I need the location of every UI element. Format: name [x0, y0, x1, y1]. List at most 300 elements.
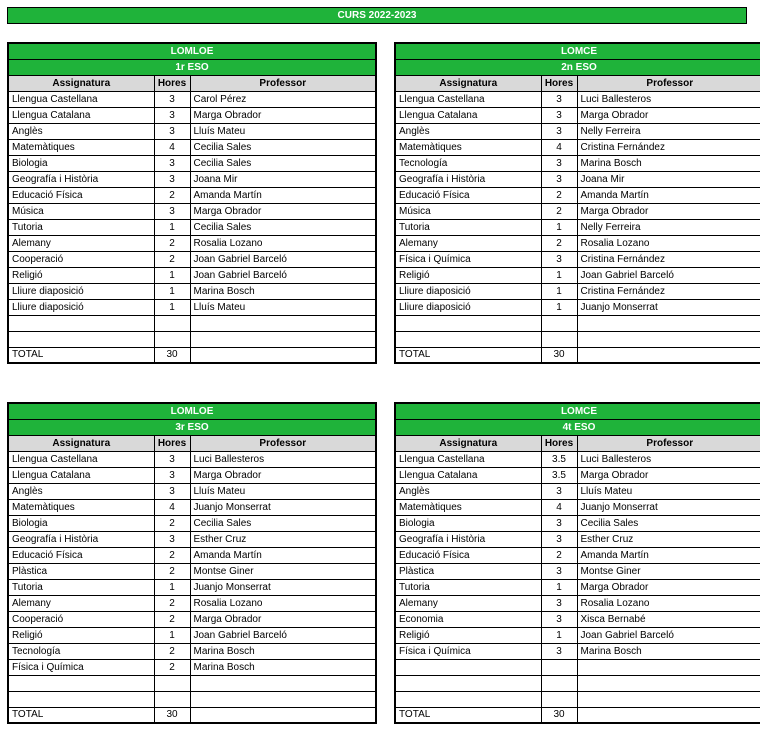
- hours-cell: 1: [154, 267, 190, 283]
- column-header-hours: Hores: [154, 435, 190, 451]
- teacher-cell: [190, 691, 376, 707]
- subject-cell: Física i Química: [8, 659, 154, 675]
- table-row: [8, 483, 376, 499]
- table-row: [395, 123, 760, 139]
- teacher-cell: Joan Gabriel Barceló: [577, 267, 760, 283]
- hours-cell: 4: [154, 499, 190, 515]
- total-empty-cell: [190, 707, 376, 723]
- hours-cell: 3: [541, 643, 577, 659]
- table-row: [395, 627, 760, 643]
- hours-cell: 3: [541, 251, 577, 267]
- hours-cell: 1: [154, 219, 190, 235]
- total-label: TOTAL: [8, 347, 154, 363]
- subject-cell: Llengua Catalana: [395, 107, 541, 123]
- total-row: [395, 347, 760, 363]
- subject-cell: Lliure diaposició: [395, 283, 541, 299]
- table-row: [8, 627, 376, 643]
- column-header-hours: Hores: [154, 75, 190, 91]
- hours-cell: 2: [154, 595, 190, 611]
- teacher-cell: Marga Obrador: [190, 203, 376, 219]
- hours-cell: 2: [541, 235, 577, 251]
- hours-cell: 3: [541, 171, 577, 187]
- total-hours: 30: [154, 347, 190, 363]
- column-header-teacher: Professor: [190, 75, 376, 91]
- table-row: [8, 155, 376, 171]
- total-label: TOTAL: [395, 347, 541, 363]
- teacher-cell: Amanda Martín: [577, 187, 760, 203]
- table-row: [8, 515, 376, 531]
- table-row: [8, 451, 376, 467]
- column-header-subject: Assignatura: [395, 75, 541, 91]
- hours-cell: 3: [541, 611, 577, 627]
- subject-cell: Tecnología: [395, 155, 541, 171]
- table-row: [8, 643, 376, 659]
- hours-cell: 3: [154, 107, 190, 123]
- table-row: [395, 107, 760, 123]
- hours-cell: 3: [154, 91, 190, 107]
- subject-cell: Tutoria: [395, 219, 541, 235]
- hours-cell: 3: [541, 123, 577, 139]
- teacher-cell: [577, 331, 760, 347]
- subject-cell: Educació Física: [395, 187, 541, 203]
- law-title: LOMLOE: [8, 403, 376, 419]
- column-header-teacher: Professor: [190, 435, 376, 451]
- subject-cell: Alemany: [8, 595, 154, 611]
- course-year-header: CURS 2022-2023: [7, 7, 747, 24]
- subject-cell: Biologia: [395, 515, 541, 531]
- hours-cell: 3: [154, 483, 190, 499]
- subject-cell: Cooperació: [8, 611, 154, 627]
- table-row: [8, 691, 376, 707]
- teacher-cell: Rosalia Lozano: [577, 235, 760, 251]
- subject-cell: Plàstica: [8, 563, 154, 579]
- total-row: [8, 347, 376, 363]
- subject-cell: [395, 659, 541, 675]
- subject-cell: Economia: [395, 611, 541, 627]
- column-header-subject: Assignatura: [8, 75, 154, 91]
- column-header-teacher: Professor: [577, 435, 760, 451]
- hours-cell: [154, 691, 190, 707]
- subject-cell: Geografía i Història: [8, 531, 154, 547]
- teacher-cell: Marga Obrador: [577, 203, 760, 219]
- hours-cell: 2: [154, 563, 190, 579]
- teacher-cell: Carol Pérez: [190, 91, 376, 107]
- table-row: [395, 483, 760, 499]
- column-header-teacher: Professor: [577, 75, 760, 91]
- teacher-cell: Marina Bosch: [190, 659, 376, 675]
- table-row: [395, 531, 760, 547]
- subject-cell: Matemàtiques: [8, 499, 154, 515]
- teacher-cell: Lluís Mateu: [577, 483, 760, 499]
- table-row: [8, 91, 376, 107]
- course-table: [7, 402, 377, 724]
- teacher-cell: Joan Gabriel Barceló: [190, 251, 376, 267]
- table-row: [8, 171, 376, 187]
- subject-cell: Anglès: [8, 483, 154, 499]
- law-title: LOMLOE: [8, 43, 376, 59]
- teacher-cell: Juanjo Monserrat: [190, 579, 376, 595]
- teacher-cell: Juanjo Monserrat: [190, 499, 376, 515]
- hours-cell: [541, 315, 577, 331]
- table-row: [8, 251, 376, 267]
- total-label: TOTAL: [395, 707, 541, 723]
- table-row: [395, 547, 760, 563]
- table-row: [8, 235, 376, 251]
- table-row: [8, 107, 376, 123]
- subject-cell: Religió: [8, 627, 154, 643]
- teacher-cell: [577, 659, 760, 675]
- teacher-cell: Joan Gabriel Barceló: [190, 267, 376, 283]
- hours-cell: 4: [541, 499, 577, 515]
- hours-cell: 3.5: [541, 467, 577, 483]
- table-row: [395, 299, 760, 315]
- subject-cell: Matemàtiques: [395, 139, 541, 155]
- hours-cell: 3: [154, 203, 190, 219]
- table-row: [8, 547, 376, 563]
- teacher-cell: Joan Gabriel Barceló: [190, 627, 376, 643]
- table-row: [395, 515, 760, 531]
- teacher-cell: Cristina Fernández: [577, 283, 760, 299]
- subject-cell: Tutoria: [8, 219, 154, 235]
- hours-cell: 3: [154, 451, 190, 467]
- subject-cell: Tecnología: [8, 643, 154, 659]
- hours-cell: [541, 331, 577, 347]
- teacher-cell: Cecilia Sales: [577, 515, 760, 531]
- table-row: [8, 499, 376, 515]
- teacher-cell: Marga Obrador: [190, 467, 376, 483]
- subject-cell: Geografía i Història: [395, 531, 541, 547]
- hours-cell: 2: [541, 187, 577, 203]
- table-row: [395, 467, 760, 483]
- teacher-cell: [190, 315, 376, 331]
- table-row: [8, 579, 376, 595]
- table-row: [8, 123, 376, 139]
- teacher-cell: Marina Bosch: [577, 155, 760, 171]
- hours-cell: 2: [154, 659, 190, 675]
- table-row: [395, 251, 760, 267]
- course-table: [394, 42, 760, 364]
- subject-cell: Física i Química: [395, 643, 541, 659]
- teacher-cell: Montse Giner: [190, 563, 376, 579]
- table-row: [395, 171, 760, 187]
- teacher-cell: Xisca Bernabé: [577, 611, 760, 627]
- teacher-cell: Esther Cruz: [190, 531, 376, 547]
- hours-cell: [154, 331, 190, 347]
- total-empty-cell: [577, 347, 760, 363]
- teacher-cell: Marga Obrador: [577, 107, 760, 123]
- table-row: [8, 467, 376, 483]
- teacher-cell: Nelly Ferreira: [577, 219, 760, 235]
- column-header-hours: Hores: [541, 75, 577, 91]
- teacher-cell: Nelly Ferreira: [577, 123, 760, 139]
- law-title: LOMCE: [395, 403, 760, 419]
- subject-cell: Geografía i Història: [8, 171, 154, 187]
- table-row: [8, 219, 376, 235]
- teacher-cell: Cecilia Sales: [190, 219, 376, 235]
- hours-cell: 1: [541, 299, 577, 315]
- subject-cell: Geografía i Història: [395, 171, 541, 187]
- course-block-4: [394, 402, 760, 724]
- course-block-1: [7, 42, 375, 364]
- hours-cell: 2: [541, 203, 577, 219]
- table-row: [395, 563, 760, 579]
- table-row: [395, 331, 760, 347]
- subject-cell: Tutoria: [395, 579, 541, 595]
- teacher-cell: Marga Obrador: [190, 107, 376, 123]
- teacher-cell: Marina Bosch: [190, 643, 376, 659]
- subject-cell: Anglès: [8, 123, 154, 139]
- teacher-cell: Luci Ballesteros: [190, 451, 376, 467]
- table-row: [395, 579, 760, 595]
- table-row: [8, 187, 376, 203]
- table-row: [8, 283, 376, 299]
- subject-cell: [8, 331, 154, 347]
- teacher-cell: Luci Ballesteros: [577, 451, 760, 467]
- teacher-cell: Cristina Fernández: [577, 251, 760, 267]
- table-row: [395, 659, 760, 675]
- hours-cell: 1: [154, 283, 190, 299]
- subject-cell: [8, 675, 154, 691]
- teacher-cell: Juanjo Monserrat: [577, 499, 760, 515]
- hours-cell: 3: [541, 563, 577, 579]
- teacher-cell: Cristina Fernández: [577, 139, 760, 155]
- hours-cell: [541, 691, 577, 707]
- table-row: [395, 675, 760, 691]
- course-title: 4t ESO: [395, 419, 760, 435]
- course-title: 3r ESO: [8, 419, 376, 435]
- teacher-cell: Lluís Mateu: [190, 483, 376, 499]
- subject-cell: Biologia: [8, 515, 154, 531]
- hours-cell: 2: [154, 643, 190, 659]
- table-row: [8, 531, 376, 547]
- teacher-cell: Marga Obrador: [577, 579, 760, 595]
- subject-cell: [395, 691, 541, 707]
- table-row: [8, 203, 376, 219]
- hours-cell: 2: [154, 235, 190, 251]
- column-header-hours: Hores: [541, 435, 577, 451]
- subject-cell: [395, 675, 541, 691]
- hours-cell: 3: [154, 467, 190, 483]
- hours-cell: 3: [154, 531, 190, 547]
- teacher-cell: Luci Ballesteros: [577, 91, 760, 107]
- hours-cell: 2: [154, 515, 190, 531]
- hours-cell: 4: [154, 139, 190, 155]
- total-row: [395, 707, 760, 723]
- teacher-cell: Cecilia Sales: [190, 155, 376, 171]
- subject-cell: Alemany: [395, 595, 541, 611]
- hours-cell: 3: [541, 483, 577, 499]
- table-row: [8, 331, 376, 347]
- table-row: [395, 187, 760, 203]
- hours-cell: 1: [541, 283, 577, 299]
- table-row: [8, 315, 376, 331]
- subject-cell: Religió: [8, 267, 154, 283]
- teacher-cell: Marga Obrador: [190, 611, 376, 627]
- hours-cell: [154, 675, 190, 691]
- teacher-cell: Cecilia Sales: [190, 139, 376, 155]
- table-row: [8, 675, 376, 691]
- table-row: [395, 643, 760, 659]
- teacher-cell: Amanda Martín: [190, 187, 376, 203]
- subject-cell: Lliure diaposició: [8, 299, 154, 315]
- hours-cell: 3: [154, 155, 190, 171]
- subject-cell: [8, 691, 154, 707]
- course-block-2: [394, 42, 760, 364]
- hours-cell: 3: [541, 595, 577, 611]
- course-title: 2n ESO: [395, 59, 760, 75]
- subject-cell: Llengua Castellana: [395, 91, 541, 107]
- table-row: [395, 451, 760, 467]
- subject-cell: Lliure diaposició: [8, 283, 154, 299]
- total-row: [8, 707, 376, 723]
- subject-cell: Llengua Castellana: [395, 451, 541, 467]
- subject-cell: Plàstica: [395, 563, 541, 579]
- teacher-cell: Marga Obrador: [577, 467, 760, 483]
- subject-cell: [395, 315, 541, 331]
- table-row: [8, 595, 376, 611]
- subject-cell: Llengua Catalana: [395, 467, 541, 483]
- hours-cell: 1: [541, 219, 577, 235]
- subject-cell: Cooperació: [8, 251, 154, 267]
- hours-cell: 1: [541, 267, 577, 283]
- teacher-cell: [577, 315, 760, 331]
- table-row: [395, 235, 760, 251]
- hours-cell: 2: [154, 547, 190, 563]
- total-hours: 30: [154, 707, 190, 723]
- law-title: LOMCE: [395, 43, 760, 59]
- course-table: [394, 402, 760, 724]
- hours-cell: 1: [541, 579, 577, 595]
- table-row: [8, 267, 376, 283]
- teacher-cell: Marina Bosch: [190, 283, 376, 299]
- teacher-cell: Lluís Mateu: [190, 299, 376, 315]
- course-table: [7, 42, 377, 364]
- total-empty-cell: [577, 707, 760, 723]
- course-title: 1r ESO: [8, 59, 376, 75]
- hours-cell: 1: [541, 627, 577, 643]
- hours-cell: 3: [541, 531, 577, 547]
- table-row: [395, 611, 760, 627]
- hours-cell: 3: [541, 91, 577, 107]
- hours-cell: 1: [154, 299, 190, 315]
- teacher-cell: Joan Gabriel Barceló: [577, 627, 760, 643]
- hours-cell: 1: [154, 579, 190, 595]
- hours-cell: 2: [541, 547, 577, 563]
- hours-cell: 3: [541, 515, 577, 531]
- teacher-cell: Lluís Mateu: [190, 123, 376, 139]
- column-header-subject: Assignatura: [395, 435, 541, 451]
- table-row: [395, 219, 760, 235]
- teacher-cell: Esther Cruz: [577, 531, 760, 547]
- table-row: [395, 155, 760, 171]
- table-row: [8, 659, 376, 675]
- subject-cell: Alemany: [8, 235, 154, 251]
- total-hours: 30: [541, 347, 577, 363]
- table-row: [8, 299, 376, 315]
- table-row: [8, 563, 376, 579]
- teacher-cell: Joana Mir: [577, 171, 760, 187]
- subject-cell: Llengua Castellana: [8, 451, 154, 467]
- subject-cell: Religió: [395, 267, 541, 283]
- subject-cell: Alemany: [395, 235, 541, 251]
- hours-cell: 3: [154, 123, 190, 139]
- subject-cell: [395, 331, 541, 347]
- hours-cell: 3: [154, 171, 190, 187]
- subject-cell: Tutoria: [8, 579, 154, 595]
- subject-cell: Música: [395, 203, 541, 219]
- subject-cell: Física i Química: [395, 251, 541, 267]
- hours-cell: [541, 659, 577, 675]
- table-row: [8, 611, 376, 627]
- subject-cell: Lliure diaposició: [395, 299, 541, 315]
- subject-cell: Anglès: [395, 483, 541, 499]
- subject-cell: Educació Física: [8, 187, 154, 203]
- teacher-cell: Joana Mir: [190, 171, 376, 187]
- table-row: [395, 267, 760, 283]
- teacher-cell: Rosalia Lozano: [190, 235, 376, 251]
- teacher-cell: Amanda Martín: [577, 547, 760, 563]
- subject-cell: Matemàtiques: [395, 499, 541, 515]
- table-row: [395, 499, 760, 515]
- table-row: [8, 139, 376, 155]
- total-empty-cell: [190, 347, 376, 363]
- table-row: [395, 91, 760, 107]
- teacher-cell: Amanda Martín: [190, 547, 376, 563]
- teacher-cell: Marina Bosch: [577, 643, 760, 659]
- subject-cell: Religió: [395, 627, 541, 643]
- hours-cell: 2: [154, 187, 190, 203]
- hours-cell: 3.5: [541, 451, 577, 467]
- subject-cell: Matemàtiques: [8, 139, 154, 155]
- subject-cell: Llengua Catalana: [8, 107, 154, 123]
- hours-cell: [154, 315, 190, 331]
- teacher-cell: Cecilia Sales: [190, 515, 376, 531]
- teacher-cell: [190, 675, 376, 691]
- hours-cell: 4: [541, 139, 577, 155]
- table-row: [395, 283, 760, 299]
- subject-cell: [8, 315, 154, 331]
- teacher-cell: Rosalia Lozano: [190, 595, 376, 611]
- teacher-cell: [577, 691, 760, 707]
- teacher-cell: Juanjo Monserrat: [577, 299, 760, 315]
- subject-cell: Anglès: [395, 123, 541, 139]
- column-header-subject: Assignatura: [8, 435, 154, 451]
- table-row: [395, 595, 760, 611]
- table-row: [395, 315, 760, 331]
- hours-cell: 1: [154, 627, 190, 643]
- hours-cell: 2: [154, 611, 190, 627]
- table-row: [395, 691, 760, 707]
- hours-cell: [541, 675, 577, 691]
- hours-cell: 2: [154, 251, 190, 267]
- subject-cell: Biologia: [8, 155, 154, 171]
- subject-cell: Música: [8, 203, 154, 219]
- teacher-cell: [577, 675, 760, 691]
- subject-cell: Educació Física: [8, 547, 154, 563]
- table-row: [395, 203, 760, 219]
- total-label: TOTAL: [8, 707, 154, 723]
- teacher-cell: [190, 331, 376, 347]
- subject-cell: Educació Física: [395, 547, 541, 563]
- teacher-cell: Rosalia Lozano: [577, 595, 760, 611]
- subject-cell: Llengua Catalana: [8, 467, 154, 483]
- course-block-3: [7, 402, 375, 724]
- teacher-cell: Montse Giner: [577, 563, 760, 579]
- total-hours: 30: [541, 707, 577, 723]
- hours-cell: 3: [541, 155, 577, 171]
- table-row: [395, 139, 760, 155]
- hours-cell: 3: [541, 107, 577, 123]
